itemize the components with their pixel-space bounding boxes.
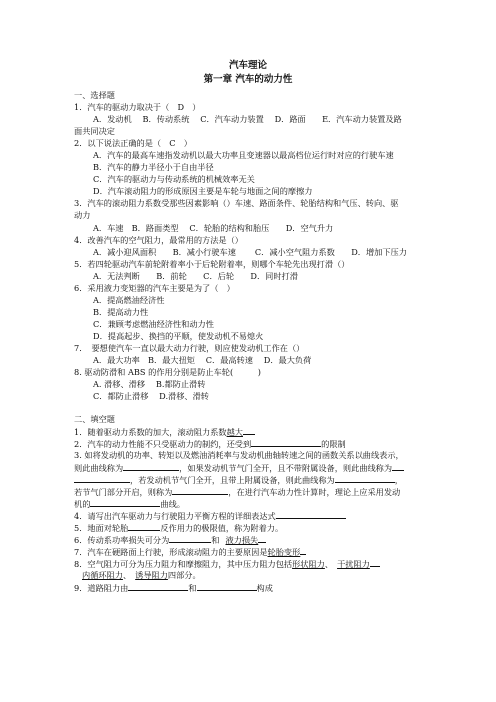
fill-9-blank-2 xyxy=(197,582,257,591)
question-2-option-d: D．汽车滚动阻力的形成原因主要是车轮与地面之间的摩擦力 xyxy=(93,186,313,196)
fill-6-text-b: 和 xyxy=(211,535,220,545)
fill-8-text: 8．空气阻力可分为压力阻力和摩擦阻力，其中压力阻力包括 xyxy=(74,559,293,569)
fill-6-text-a: 6．传动系功率损失可分为 xyxy=(74,535,170,545)
fill-3-text-e2: 曲线。 xyxy=(160,499,185,509)
question-7: 7． 要想使汽车一直以最大动力行驶，则应使发动机工作在（） xyxy=(74,343,305,353)
chapter-title: 第一章 汽车的动力性 xyxy=(203,74,293,85)
fill-5-blank xyxy=(128,522,160,531)
fill-3-blank-5 xyxy=(172,486,228,495)
question-1-options: A．发动机 B．传动系统 C．汽车动力装置 D．路面 E．汽车动力装置及路 xyxy=(93,114,402,124)
fill-3-text-b: ，如果发动机节气门全开，且不带附属设备，则此曲线称为 xyxy=(179,463,393,473)
question-6-option-c: C．兼顾考虑燃油经济性和动力性 xyxy=(93,319,214,329)
question-8-options-2: C．都防止滑移 D.滑移、滑转 xyxy=(93,391,209,401)
doc-title: 汽车理论 xyxy=(228,60,267,71)
question-6-option-d: D．提高起步、换挡的平顺，使发动机不易熄火 xyxy=(93,331,264,341)
fill-4-text: 4．请写出汽车驱动力与行驶阻力平衡方程的详细表达式 xyxy=(74,511,276,521)
fill-6-blank xyxy=(169,534,211,543)
fill-8-answer-1: 形状阻力 xyxy=(292,559,325,569)
fill-3-line-3 xyxy=(74,474,403,485)
fill-3-line-1: 3. 如将发动机的功率、转矩以及燃油消耗率与发动机曲轴转速之间的函数关系以曲线表示， xyxy=(74,450,404,460)
question-3: 3．汽车的滚动阻力系数受那些因素影响（）车速、路面条件、轮胎结构和气压、转向、驱 xyxy=(74,198,399,208)
fill-9-text-c: 构成 xyxy=(256,583,273,593)
fill-3-text-c2: ， xyxy=(394,475,403,485)
question-8: 8. 驱动防滑和 ABS 的作用分别是防止车轮( ) xyxy=(74,367,261,377)
fill-6-blank-tail xyxy=(258,534,266,543)
fill-8-end: 四部分。 xyxy=(167,570,201,580)
fill-3-line-2 xyxy=(74,462,404,473)
fill-8-answer-4: 诱导阻力 xyxy=(135,570,168,580)
fill-1-blank xyxy=(243,426,255,435)
question-6-option-a: A．提高燃油经济性 xyxy=(93,295,165,305)
fill-4 xyxy=(74,510,346,521)
fill-3-text-e: 机的 xyxy=(74,499,91,509)
question-2-option-c: C．汽车的驱动力与传动系统的机械效率无关 xyxy=(93,174,255,184)
fill-7-blank-tail xyxy=(300,546,306,555)
fill-9-text-a: 9．道路阻力由 xyxy=(74,583,129,593)
fill-1-text: 1．随着驱动力系数的加大，滚动阻力系数 xyxy=(74,427,227,437)
question-4-options: A．减小迎风面积 B．减小行驶车速 C．减小空气阻力系数 D．增加下压力 xyxy=(93,247,407,257)
fill-8-blank-tail xyxy=(370,558,380,567)
fill-3-blank-4 xyxy=(335,474,395,483)
fill-3-text-d2: ，在进行汽车动力性计算时，理论上应采用发动 xyxy=(228,487,401,497)
fill-8-sep-2: 、 xyxy=(122,570,132,580)
question-3-options: A．车速 B．路面类型 C．轮胎的结构和胎压 D．空气升力 xyxy=(93,223,334,233)
question-6-option-b: B．提高动力性 xyxy=(93,307,149,317)
fill-9-blank-1 xyxy=(128,582,188,591)
fill-2-end: 的限制 xyxy=(321,439,346,449)
fill-1 xyxy=(74,426,255,437)
fill-8-line-2 xyxy=(82,570,201,580)
fill-5-text-b: 反作用力的极限值，称为附着力。 xyxy=(160,523,284,533)
fill-2 xyxy=(74,438,346,449)
fill-5 xyxy=(74,522,283,533)
question-1: 1．汽车的驱动力取决于（ D ） xyxy=(74,102,201,112)
fill-8-sep-1: 、 xyxy=(324,559,334,569)
question-3-cont: 动力 xyxy=(74,210,91,220)
fill-1-answer: 越大 xyxy=(226,427,243,437)
fill-3-blank-2 xyxy=(392,462,404,471)
fill-8-answer-2: 干扰阻力 xyxy=(337,559,370,569)
question-5-options: A．无法判断 B．前轮 C．后轮 D．同时打滑 xyxy=(93,271,298,281)
fill-2-text: 2．汽车的动力性能不只受驱动力的制约，还受到 xyxy=(74,439,252,449)
fill-3-line-4 xyxy=(74,486,400,497)
question-8-options-1: A. 滑移、滑移 B.都防止滑转 xyxy=(93,379,206,389)
section-heading-choice: 一、选择题 xyxy=(74,90,115,100)
question-2-option-b: B．汽车的静力半径小于自由半径 xyxy=(93,162,214,172)
fill-6-answer: 液力损失 xyxy=(225,535,259,545)
fill-3-text-a: 则此曲线称为 xyxy=(74,463,124,473)
question-6: 6．采用液力变矩器的汽车主要是为了（ ） xyxy=(74,283,235,293)
fill-8-answer-3: 内循环阻力 xyxy=(82,570,123,580)
fill-3-blank-3 xyxy=(74,474,130,483)
fill-2-blank xyxy=(251,438,321,447)
fill-9 xyxy=(74,582,273,593)
fill-6 xyxy=(74,534,266,545)
fill-9-text-b: 和 xyxy=(188,583,197,593)
fill-3-text-c: ，若发动机节气门全开，且带上附属设备，则此曲线称为 xyxy=(130,475,335,485)
fill-5-text-a: 5．地面对轮胎 xyxy=(74,523,129,533)
fill-4-blank xyxy=(276,510,346,519)
question-2-option-a: A．汽车的最高车速指发动机以最大功率且变速器以最高档位运行时对应的行驶车速 xyxy=(93,150,394,160)
fill-3-blank-6 xyxy=(90,498,160,507)
fill-8 xyxy=(74,558,380,569)
question-7-options: A．最大功率 B．最大扭矩 C．最高转速 D．最大负荷 xyxy=(93,355,312,365)
fill-7-answer: 轮胎变形 xyxy=(267,547,301,557)
question-5: 5．若四轮驱动汽车前轮附着率小于后轮附着率，则哪个车轮先出现打滑（） xyxy=(74,259,350,269)
section-heading-fill: 二、填空题 xyxy=(74,414,115,424)
question-1-options-cont: 面共同决定 xyxy=(74,126,115,136)
fill-3-text-d: 若节气门部分开启，则称为 xyxy=(74,487,173,497)
fill-7 xyxy=(74,546,306,557)
fill-3-line-5 xyxy=(74,498,185,509)
fill-7-text: 7．汽车在硬路面上行驶，形成滚动阻力的主要原因是 xyxy=(74,547,268,557)
fill-3-blank-1 xyxy=(123,462,179,471)
question-4: 4．改善汽车的空气阻力，最常用的方法是（） xyxy=(74,235,243,245)
question-2: 2．以下说法正确的是（ C ） xyxy=(74,138,192,148)
